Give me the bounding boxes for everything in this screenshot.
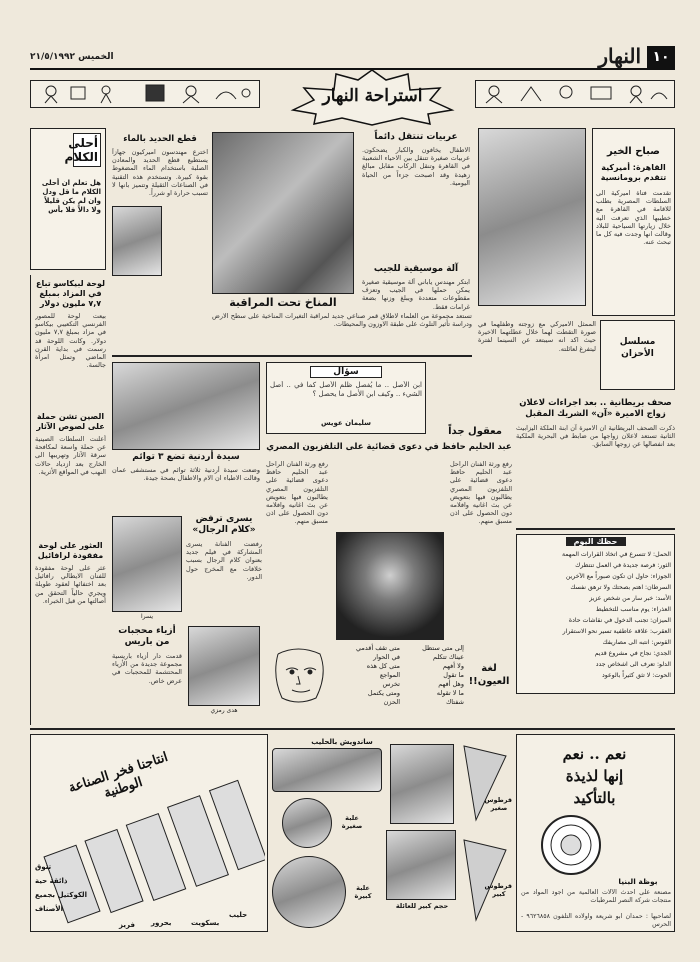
raphael-title: العثور على لوحة مفقودة لرافائيل <box>37 541 104 560</box>
divider <box>516 528 675 530</box>
horoscope-sign-2: الجوزاء: حاول ان تكون صبوراً مع الآخرين <box>565 573 671 580</box>
ad-right-seal-text: بوظة البنيا <box>618 877 658 886</box>
china-text: أعلنت السلطات الصينية عن حملة واسعة لمكافحة سرقة الآثار وتهريبها الى الخارج بعد ازدياد حالات النهب في المواقع الأثرية. <box>35 435 106 476</box>
eyes-poem2-line: متى كل هذه <box>366 662 400 670</box>
paris-caption: هدى رمزي <box>210 707 238 714</box>
cartoon-figures-icon <box>31 81 257 105</box>
cup-big-photo <box>272 856 346 928</box>
horoscope-sign-8: القوس: انتبه الى مصاريفك <box>602 639 671 646</box>
eyes-poem2 <box>334 644 400 720</box>
arabs-heading: عربيات تنتقل دائماً <box>374 132 458 142</box>
yousra-article <box>186 514 262 624</box>
yousra-photo <box>112 516 182 612</box>
ad-left-bottom: ذائقة حية <box>35 877 68 885</box>
eyes-poem-line: شفتاك <box>445 698 464 706</box>
picasso-text: بيعت لوحة للمصور الفرنسي التكعيبي بيكاسو في مزاد بمبلغ ٧,٧ مليون دولار. وكانت اللوحة قد رسمت في بداية القرن الماضي وتمثل امرأة جالسة. <box>35 312 106 370</box>
ahla-kalam-quote: هل تعلم ان أحلى الكلام ما قل ودل وان لم يكن قليلاً ولا دالاً فلا بأس <box>41 179 101 214</box>
icecream-bars-icon <box>35 769 265 929</box>
ad-right <box>516 734 675 932</box>
british-article <box>516 398 675 528</box>
china-title: الصين تشن حملة على لصوص الآثار <box>36 412 105 431</box>
horoscope-sign-0: الحمل: لا تتسرع في اتخاذ القرارات المهمة <box>561 551 671 558</box>
ad-right-headline2: إنها لذيذة <box>565 767 624 785</box>
ad-right-headline1: نعم .. نعم <box>562 745 627 763</box>
question-text: ابن الأصل .. ما يُفصل ظلم الأصل كما في .. أصل الشيء .. وكيف ابن الأصل ما يحصل ؟ <box>270 381 422 398</box>
yousra-body: رفضت الفنانة يسرى المشاركة في فيلم جديد بعنوان كلام الرجال بسبب خلافات مع المخرج حول الدور. <box>186 540 262 581</box>
horoscope-sign-6: الميزان: تجنب الدخول في نقاشات حادة <box>568 617 671 624</box>
eyes-poem <box>404 644 464 720</box>
eyes-poem2-line: الحزن <box>383 698 400 706</box>
sabah-caption: الممثل الاميركي مع زوجته وطفلهما في صورة التقطت لهما خلال عطلتهما الاخيرة حيث اكد انه سيبتعد عن السينما لفترة ليتفرغ لعائلته. <box>478 320 596 353</box>
cone-icon <box>458 740 512 930</box>
horoscope-sign-11: الحوت: لا تثق كثيراً بالوعود <box>602 672 671 679</box>
ad-left-bottom: الكوكتيل بجميع <box>35 891 87 899</box>
eyes-poem-line: ولا أفهم <box>442 662 464 670</box>
paper-name: النهار <box>598 44 641 68</box>
date-line: الخميس ٢١/٥/١٩٩٢ <box>30 52 114 62</box>
cup-small-photo <box>282 798 332 848</box>
eyes-poem2-line: ومتى يكتمل <box>367 689 400 697</box>
arabs-body: الاطفال يخافون والكبار يضحكون. عربيات صغيرة تتنقل بين الاحياء الشعبية في القاهرة وتنقل الركاب مقابل مبالغ زهيدة وقد اصبحت جزءاً من الحياة اليومية. <box>362 146 470 187</box>
machine-photo <box>112 206 162 276</box>
couple-photo <box>478 128 586 306</box>
triplets-photo <box>112 362 260 450</box>
raphael-text: عثر على لوحة مفقودة للفنان الايطالي رافائيل بعد اختفائها لعقود طويلة ويجري حالياً التحقق من أصالتها من قبل الخبراء. <box>35 564 106 605</box>
music-heading: آلة موسيقية للجيب <box>373 264 459 274</box>
left-column <box>30 275 106 725</box>
picasso-title: لوحة لبيكاسو تباع في المزاد بمبلغ ٧,٧ مليون دولار <box>35 279 106 308</box>
sabah-box <box>592 128 675 316</box>
ad-left-label: بسكويت <box>191 919 220 927</box>
ad-middle-top-label: ساندويش بالحليب <box>311 738 373 746</box>
horoscope-sign-1: الثور: فرصة جديدة في العمل تنتظرك <box>575 562 671 569</box>
paris-article <box>112 626 182 716</box>
ads-divider <box>30 728 675 730</box>
reasonable-heading: معقول جداً <box>448 426 502 437</box>
reasonable-body-2: رفع ورثة الفنان الراحل عبد الحليم حافظ دعوى قضائية على التلفزيون المصري يطالبون فيها بتعويض عن بث اغانيه وافلامه دون الحصول على اذن مسبق منهم. <box>266 460 328 526</box>
paris-photo <box>188 626 260 706</box>
question-label: سؤال <box>310 366 382 378</box>
tub-photo <box>390 744 454 824</box>
sabah-body: تقدمت فتاة اميركية الى السلطات المصرية بطلب للاقامة في القاهرة مع خطيبها الذي تعرفت اليه خلال زيارتها السياحية للبلاد وقالت انها وجدت فيه كل ما تبحث عنه. <box>596 189 671 247</box>
eyes-poem2-line: تخرس <box>382 680 400 688</box>
paris-body: قدمت دار أزياء باريسية مجموعة جديدة من الأزياء المحتشمة للمحجبات في عرض خاص. <box>112 652 182 685</box>
british-heading: صحف بريطانية .. بعد اجراءات لاعلان زواج الاميرة «آن» الشريك المقبل <box>519 398 672 419</box>
banner-title: استراحة النهار <box>322 86 423 106</box>
question-author: سليمان عويس <box>320 419 372 427</box>
horoscope-title: حظك اليوم <box>566 537 626 546</box>
horoscope-sign-4: الأسد: خبر سار من شخص عزيز <box>589 595 671 602</box>
eyes-poem-line: عيناك تتكلم <box>432 653 464 661</box>
reasonable-subheading: عبد الحليم حافظ في دعوى قضائية على التلفزيون المصري <box>266 442 512 452</box>
cartoon-strip-left <box>30 80 260 108</box>
ad-left-label: حليب <box>229 911 248 919</box>
horoscope-sign-7: العقرب: علاقة عاطفية تسير نحو الاستقرار <box>562 628 671 635</box>
eyes-poem-line: ما لا تقوله <box>436 689 464 697</box>
ahla-kalam-box <box>30 128 106 270</box>
mahzoon-heading: مسلسل الأحزان <box>619 337 656 359</box>
eyes-heading: لغة العيون!! <box>468 663 510 687</box>
cartoon-figures-icon <box>476 81 672 105</box>
ad-middle-cone-small: قرطوس صغير <box>484 796 512 812</box>
eyes-poem2-line: في الحوار <box>373 653 400 661</box>
ad-left <box>30 734 268 932</box>
triplets-body: وضعت سيدة أردنية ثلاثة توائم في مستشفى عمان وقالت الاطباء ان الام والاطفال بصحة جيدة. <box>112 466 260 483</box>
ad-left-heading: انتاجنا فخر الصناعة الوطنية <box>66 749 170 802</box>
banner-logo <box>290 68 455 126</box>
masthead <box>30 46 675 70</box>
ad-left-bottom: تتوق <box>35 863 52 871</box>
ahla-kalam-heading: أحلى الكلام <box>73 133 101 167</box>
face-sketch <box>268 644 330 706</box>
triplets-heading: سيدة أردنية تضع ٣ توائم <box>132 452 240 462</box>
ad-middle <box>272 734 512 932</box>
ad-middle-cone-big: قرطوس كبير <box>484 882 512 898</box>
singer-photo <box>336 532 444 640</box>
ad-left-label: فريز <box>119 921 135 929</box>
music-body: ابتكر مهندس ياباني آلة موسيقية صغيرة يمكن حملها في الجيب وتعزف مقطوعات متعددة ويبلغ وزنها بضعة غرامات فقط. <box>362 278 470 311</box>
climate-photo <box>212 132 354 294</box>
ad-middle-small-label: علبة صغيرة <box>341 814 363 830</box>
climate-heading: المناخ تحت المراقبة <box>229 296 337 309</box>
eyes-poem2-line: المواجع <box>379 671 400 679</box>
eyes-poem-line: وهل أفهم <box>438 680 464 688</box>
cartoon-strip-right <box>475 80 675 108</box>
british-body: ذكرت الصحف البريطانية ان الاميرة آن ابنة الملكة اليزابيث الثانية تستعد لاعلان زواجها من ضابط في البحرية الملكية بعد انفصالها عن زوجها السابق. <box>516 424 675 449</box>
sandwich-photo <box>272 748 382 792</box>
climate-body: تستعد مجموعة من العلماء لاطلاق قمر صناعي جديد لمراقبة التغيرات المناخية على سطح الارض ودراسة تأثير التلوث على طبقة الاوزون والمحيطات. <box>212 312 472 329</box>
seal-icon <box>543 817 599 873</box>
reasonable-body: رفع ورثة الفنان الراحل عبد الحليم حافظ دعوى قضائية على التلفزيون المصري يطالبون فيها بتعويض عن بث اغانيه وافلامه دون الحصول على اذن مسبق منهم. <box>450 460 512 526</box>
eyes-poem-line: إلى متى ستظل <box>422 644 464 652</box>
sabah-heading: صباح الخير <box>607 146 660 157</box>
page-number: ١٠ <box>647 46 675 68</box>
mahzoon-box <box>600 320 675 390</box>
yousra-caption: يسرا <box>141 613 153 620</box>
yousra-heading: يسرى ترفض «كلام الرجال» <box>192 514 256 535</box>
horoscope-sign-3: السرطان: اهتم بصحتك ولا ترهق نفسك <box>570 584 671 591</box>
face-sketch-icon <box>268 644 330 706</box>
ad-left-label: بحرور <box>151 919 172 927</box>
eyes-poem2-line: متى تقف أقدمي <box>355 644 400 652</box>
horoscope-sign-5: العذراء: يوم مناسب للتخطيط <box>595 606 671 613</box>
horoscope-box <box>516 534 675 694</box>
family-tub-photo <box>386 830 456 900</box>
paris-heading: أزياء محجبات من باريس <box>118 626 176 647</box>
eyes-poem-line: ما تقول <box>443 671 464 679</box>
iron-heading: قطع الحديد بالماء <box>123 134 197 144</box>
ad-right-seal <box>541 815 601 875</box>
ad-right-headline3: بالتأكيد <box>573 789 616 807</box>
ad-right-body: مصنعة على أحدث الآلات العالمية من أجود المواد من منتجات شركة النصر للمرطبات <box>521 889 671 905</box>
ad-middle-family-label: حجم كبير للعائلة <box>395 902 449 910</box>
horoscope-sign-9: الجدي: نجاح في مشروع قديم <box>594 650 671 657</box>
sabah-subtitle: القاهرة: أميركية تتقدم برومانسية <box>600 163 667 182</box>
horoscope-sign-10: الدلو: تعرف الى اشخاص جدد <box>595 661 671 668</box>
ad-right-footer: لصاحبها : حمدان ابو شريعة واولاده التلفون ٩٦٢٦٨٥٨ - الحرس <box>521 913 671 929</box>
iron-article <box>112 132 208 352</box>
divider <box>112 355 472 357</box>
ad-left-bottom: الأصناف <box>35 905 63 913</box>
ad-middle-big-label: علبة كبيرة <box>354 884 372 900</box>
iron-body: اخترع مهندسون اميركيون جهازاً يستطيع قطع الحديد والمعادن الصلبة باستخدام الماء المضغوط بقوة كبيرة. وتستخدم هذه التقنية في الصناعات الثقيلة وتتميز بانها لا تسبب حرارة او شرراً. <box>112 148 208 198</box>
